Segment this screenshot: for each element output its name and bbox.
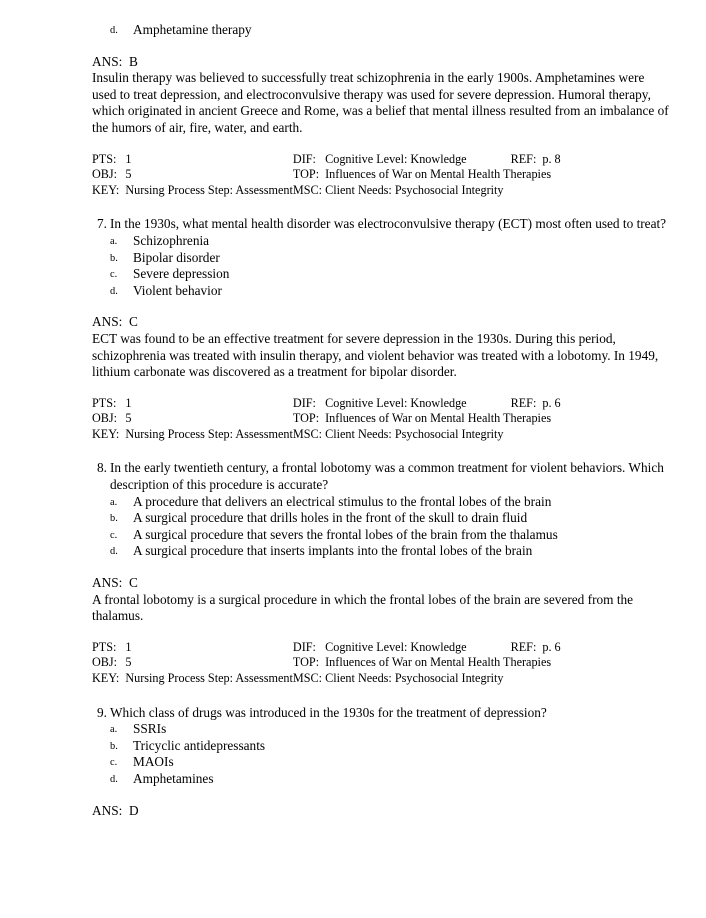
question-number: 8. [97, 460, 107, 476]
option-letter: a. [110, 724, 118, 736]
option-letter: b. [110, 252, 118, 264]
msc-value: Client Needs: Psychosocial Integrity [325, 671, 504, 685]
dif-value: Cognitive Level: Knowledge [325, 639, 467, 654]
table-row [92, 167, 561, 183]
key-label: KEY: [92, 182, 120, 197]
key-value: Nursing Process Step: Assessment [125, 426, 293, 441]
list-item [92, 738, 672, 755]
list-item [92, 721, 672, 738]
option-letter: c. [110, 757, 118, 769]
divider [92, 687, 672, 705]
question-item [92, 460, 672, 493]
msc-label: MSC: [292, 671, 323, 685]
rationale-text: Insulin therapy was believed to successfully treat schizophrenia in the early 1900s. Amphetamines were used to treat depression, and electroconvulsive therapy was used for severe depression. Humoral therapy, which originated in ancient Greece and Rome, was a belief that mental illness resulted from an imbalance of the humors of air, fire, water, and earth. [92, 70, 669, 135]
answer-label: ANS: [92, 314, 123, 330]
rationale-text: ECT was found to be an effective treatment for severe depression in the 1930s. During this period, schizophrenia was treated with insulin therapy, and violent behavior was treated with a lobotomy. In 1949, lithium carbonate was discovered as a treatment for bipolar disorder. [92, 330, 659, 380]
option-text: Violent behavior [133, 282, 222, 298]
pts-value: 1 [125, 151, 132, 166]
obj-label: OBJ: [92, 411, 118, 426]
key-value: Nursing Process Step: Assessment [125, 182, 293, 197]
option-text: A surgical procedure that severs the frontal lobes of the brain from the thalamus [133, 526, 558, 542]
answer-block [92, 575, 672, 625]
obj-value: 5 [125, 655, 132, 670]
spacer-cell [150, 640, 292, 656]
question-item [92, 705, 672, 722]
option-list [92, 721, 672, 787]
dif-value: Cognitive Level: Knowledge [325, 151, 467, 166]
list-item [92, 233, 672, 250]
dif-label: DIF: [292, 639, 316, 654]
question-text: Which class of drugs was introduced in the 1930s for the treatment of depression? [110, 704, 547, 720]
answer-label: ANS: [92, 802, 123, 818]
table-row [92, 655, 561, 671]
divider [92, 39, 672, 54]
msc-label: MSC: [292, 182, 323, 197]
list-item [92, 22, 672, 39]
ref-label: REF: [510, 151, 537, 166]
option-text: Severe depression [133, 266, 230, 282]
pts-label: PTS: [92, 151, 117, 166]
answer-line [92, 54, 672, 71]
obj-value: 5 [125, 167, 132, 182]
ref-label: REF: [510, 395, 537, 410]
key-label: KEY: [92, 426, 120, 441]
question-number: 9. [97, 704, 107, 720]
table-row [92, 152, 561, 168]
answer-line [92, 314, 672, 331]
option-text: Schizophrenia [133, 232, 210, 248]
option-letter: d. [110, 546, 118, 558]
list-item [92, 543, 672, 560]
answer-block [92, 54, 672, 137]
option-letter: d. [110, 773, 118, 785]
spacer-cell [150, 167, 292, 183]
answer-line [92, 575, 672, 592]
pts-value: 1 [125, 639, 132, 654]
option-text: Amphetamine therapy [133, 22, 252, 37]
list-item [92, 754, 672, 771]
top-label: TOP: [292, 655, 320, 670]
ref-label: REF: [510, 639, 537, 654]
table-row [92, 411, 561, 427]
option-letter: c. [110, 529, 118, 541]
key-label: KEY: [92, 671, 120, 685]
answer-label: ANS: [92, 575, 123, 591]
option-letter: a. [110, 235, 118, 247]
question-number: 7. [97, 216, 107, 232]
divider [92, 381, 672, 396]
option-letter: b. [110, 513, 118, 525]
ref-value: p. 6 [542, 639, 561, 654]
answer-block [92, 314, 672, 380]
top-label: TOP: [292, 411, 320, 426]
metadata-block [92, 152, 561, 199]
spacer-cell [150, 655, 292, 671]
answer-value: C [128, 314, 138, 330]
top-label: TOP: [292, 167, 320, 182]
option-text: MAOIs [133, 754, 174, 770]
msc-value: Client Needs: Psychosocial Integrity [325, 426, 504, 441]
option-text: A surgical procedure that drills holes in the front of the skull to drain fluid [133, 510, 528, 526]
option-text: A procedure that delivers an electrical stimulus to the frontal lobes of the brain [133, 493, 552, 509]
dif-label: DIF: [292, 151, 316, 166]
list-item [92, 283, 672, 300]
obj-label: OBJ: [92, 167, 118, 182]
option-list [92, 494, 672, 560]
list-item [92, 527, 672, 544]
top-value: Influences of War on Mental Health Therapies [325, 411, 552, 426]
list-item [92, 250, 672, 267]
answer-label: ANS: [92, 53, 123, 69]
option-letter: c. [110, 269, 118, 281]
question-text: In the 1930s, what mental health disorder was electroconvulsive therapy (ECT) most often used to treat? [110, 216, 667, 232]
ref-value: p. 8 [542, 151, 561, 166]
dif-value: Cognitive Level: Knowledge [325, 395, 467, 410]
list-item [92, 266, 672, 283]
option-text: Amphetamines [133, 770, 214, 786]
msc-value: Client Needs: Psychosocial Integrity [325, 182, 504, 197]
key-value: Nursing Process Step: Assessment [125, 671, 293, 685]
option-letter: d. [110, 285, 118, 297]
divider [92, 198, 672, 216]
option-letter: a. [110, 496, 118, 508]
answer-line [92, 803, 672, 820]
table-row [92, 427, 561, 443]
option-letter: d. [110, 25, 118, 36]
answer-value: B [128, 53, 138, 69]
option-text: A surgical procedure that inserts implants into the frontal lobes of the brain [133, 543, 533, 559]
metadata-block [92, 640, 561, 687]
divider [92, 137, 672, 152]
divider [92, 299, 672, 314]
question-text: In the early twentieth century, a frontal lobotomy was a common treatment for violent behaviors. Which description of this procedure is accurate? [110, 460, 664, 493]
option-letter: b. [110, 740, 118, 752]
obj-value: 5 [125, 411, 132, 426]
top-value: Influences of War on Mental Health Therapies [325, 655, 552, 670]
ref-value: p. 6 [542, 395, 561, 410]
list-item [92, 771, 672, 788]
spacer-cell [150, 152, 292, 168]
divider [92, 560, 672, 575]
spacer-cell [150, 396, 292, 412]
table-row [92, 183, 561, 199]
dif-label: DIF: [292, 395, 316, 410]
table-row [92, 396, 561, 412]
option-text: Tricyclic antidepressants [133, 737, 266, 753]
option-text: SSRIs [133, 721, 167, 737]
top-value: Influences of War on Mental Health Therapies [325, 167, 552, 182]
metadata-block [92, 396, 561, 443]
answer-block [92, 803, 672, 820]
option-list [92, 233, 672, 299]
question-item [92, 216, 672, 233]
table-row [92, 640, 561, 656]
option-text: Bipolar disorder [133, 249, 220, 265]
divider [92, 442, 672, 460]
list-item [92, 494, 672, 511]
pts-label: PTS: [92, 395, 117, 410]
divider [92, 625, 672, 640]
pts-label: PTS: [92, 639, 117, 654]
msc-label: MSC: [292, 426, 323, 441]
answer-value: C [128, 575, 138, 591]
obj-label: OBJ: [92, 655, 118, 670]
spacer-cell [150, 411, 292, 427]
rationale-text: A frontal lobotomy is a surgical procedure in which the frontal lobes of the brain are severed from the thalamus. [92, 591, 634, 624]
answer-value: D [128, 802, 139, 818]
table-row [92, 671, 561, 687]
list-item [92, 510, 672, 527]
pts-value: 1 [125, 395, 132, 410]
divider [92, 788, 672, 803]
